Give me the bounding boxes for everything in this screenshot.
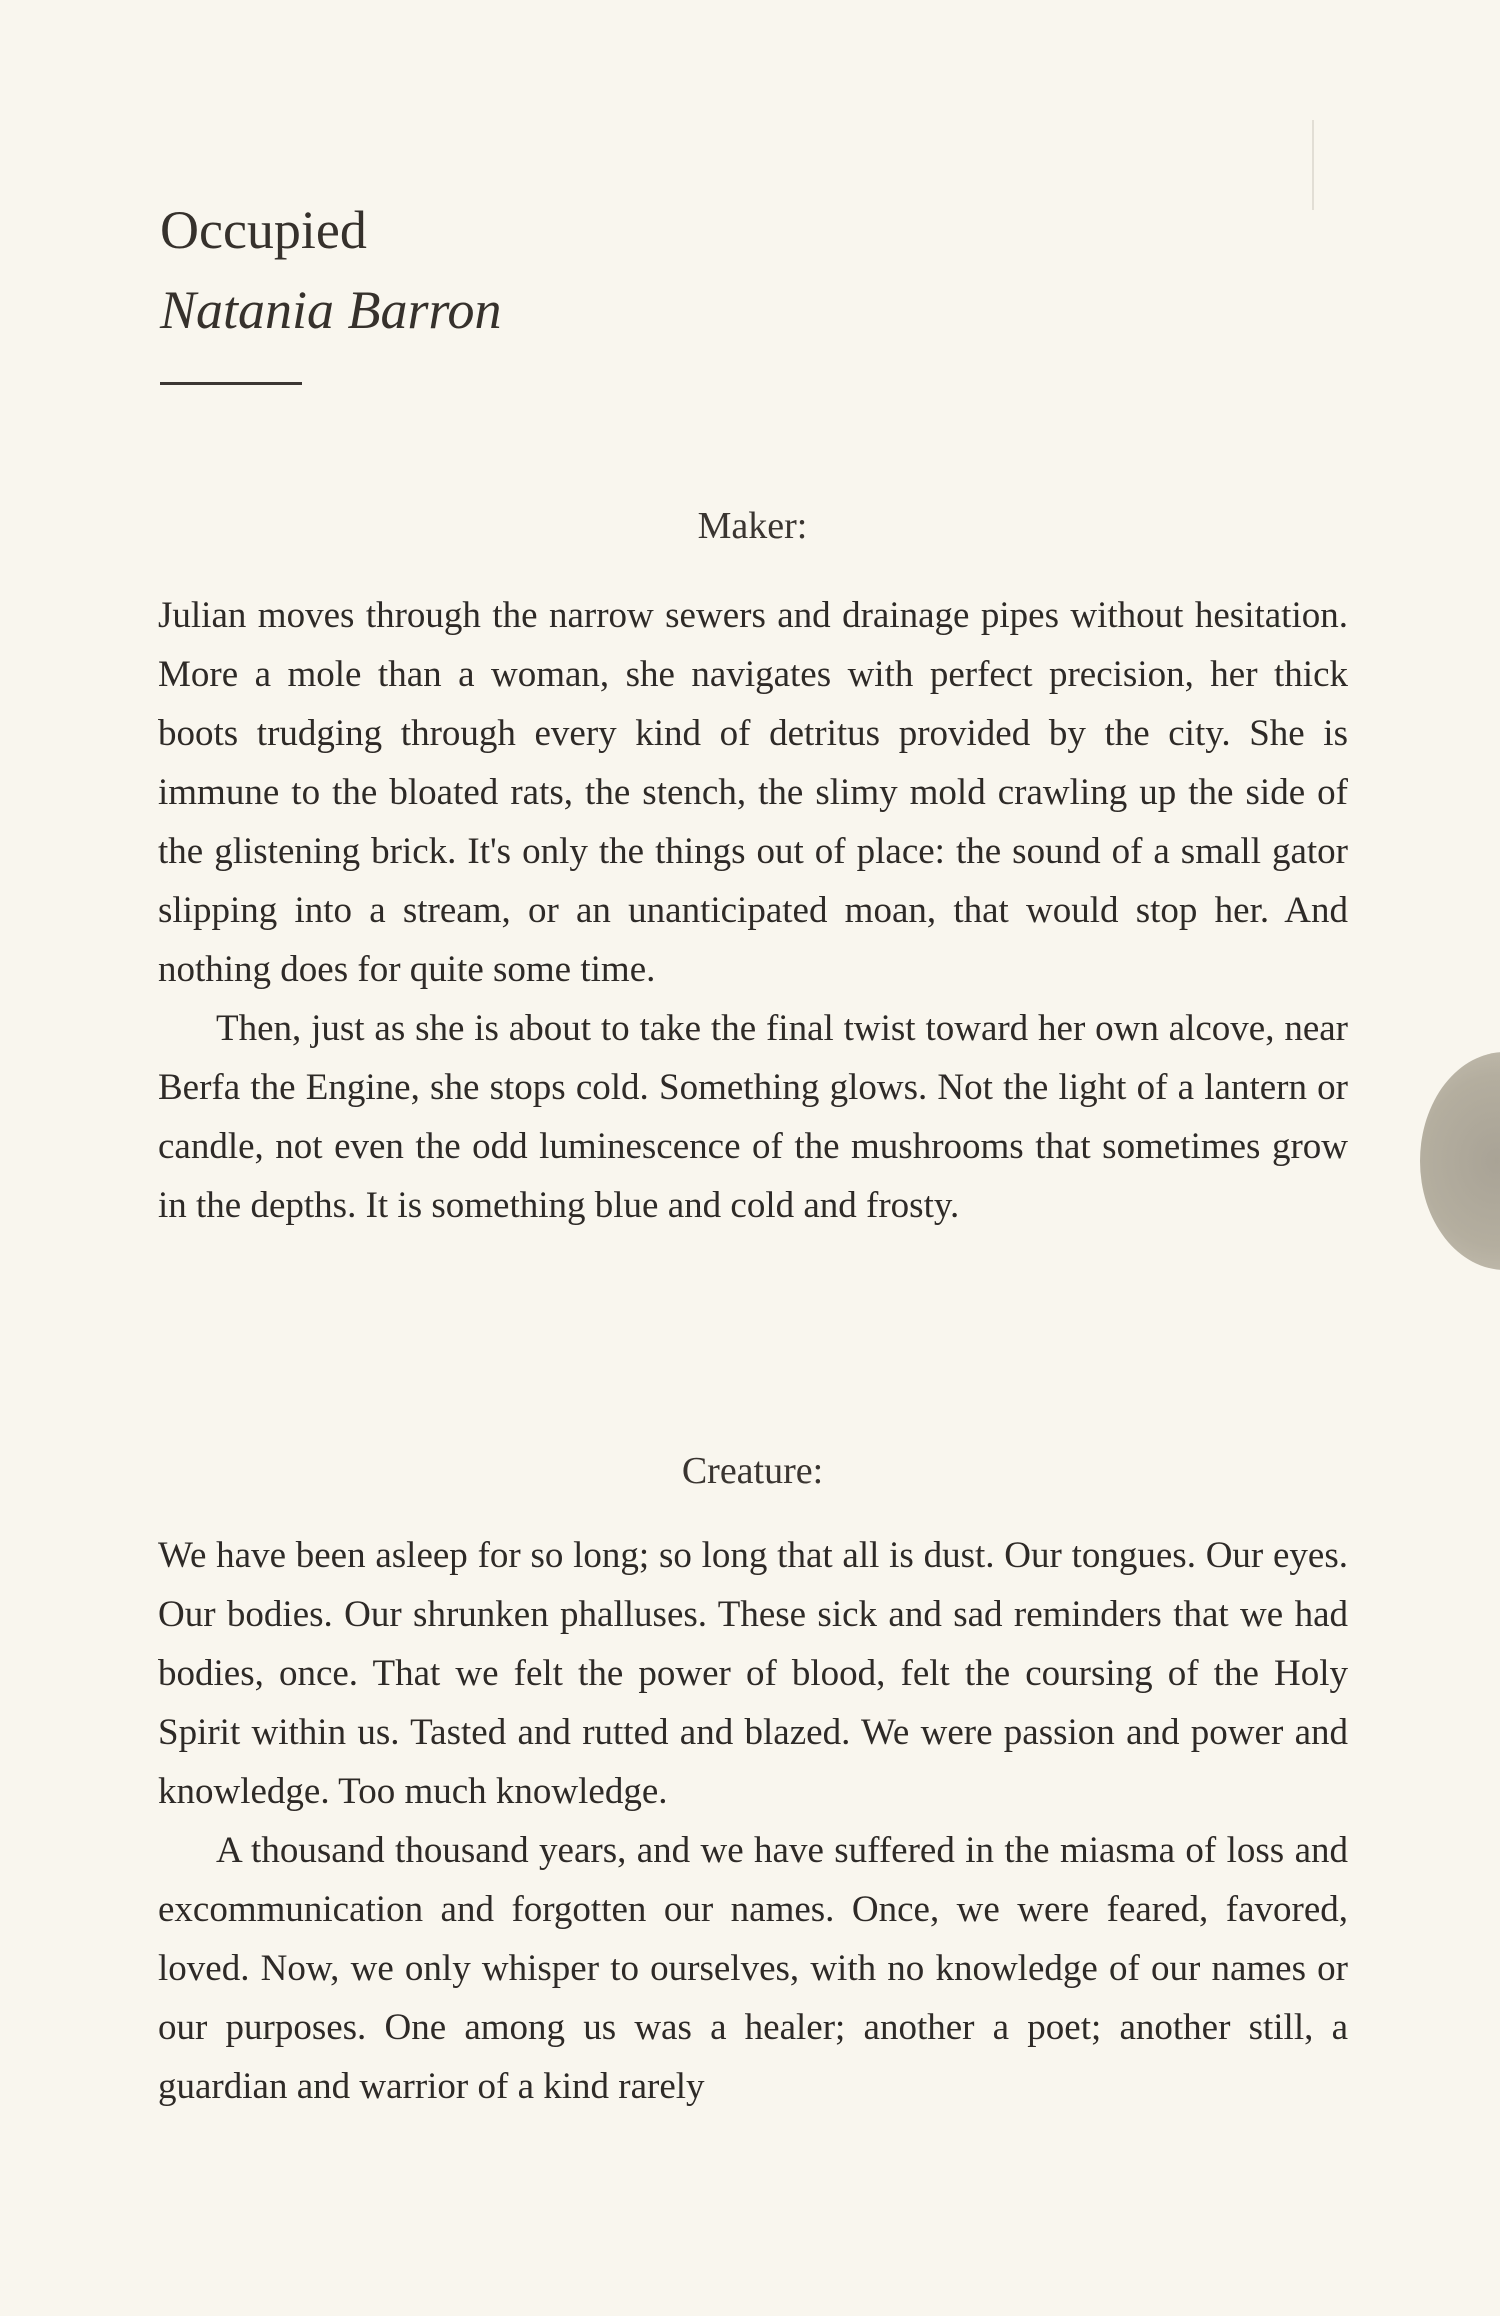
- section-maker: [158, 586, 1348, 1235]
- section-creature: [158, 1526, 1348, 2116]
- story-title: Occupied: [160, 200, 367, 260]
- paragraph: Then, just as she is about to take the final twist toward her own alcove, near Berfa the Engine, she stops cold. Something glows. Not the light of a lantern or candle, not even the odd luminescence of the mushrooms that sometimes grow in the depths. It is something blue and cold and frosty.: [158, 1008, 1348, 1226]
- paragraph: A thousand thousand years, and we have suffered in the miasma of loss and excommunication and forgotten our names. Once, we were feared, favored, loved. Now, we only whisper to ourselves, with no knowledge of our names or our purposes. One among us was a healer; another a poet; another still, a guardian and warrior of a kind rarely: [158, 1830, 1348, 2107]
- section-heading-creature: Creature:: [681, 1450, 824, 1492]
- page-edge-blot: [1420, 1052, 1500, 1270]
- section-heading-maker: Maker:: [697, 505, 808, 547]
- paragraph: We have been asleep for so long; so long that all is dust. Our tongues. Our eyes. Our bodies. Our shrunken phalluses. These sick and sad reminders that we had bodies, once. That we felt the power of blood, felt the coursing of the Holy Spirit within us. Tasted and rutted and blazed. We were passion and power and knowledge. Too much knowledge.: [158, 1535, 1348, 1812]
- scan-mark: [1312, 120, 1314, 210]
- paragraph: Julian moves through the narrow sewers and drainage pipes without hesitation. More a mole than a woman, she navigates with perfect precision, her thick boots trudging through every kind of detritus provided by the city. She is immune to the bloated rats, the stench, the slimy mold crawling up the side of the glistening brick. It's only the things out of place: the sound of a small gator slipping into a stream, or an unanticipated moan, that would stop her. And nothing does for quite some time.: [158, 595, 1348, 990]
- story-author: Natania Barron: [160, 280, 502, 340]
- title-rule: [160, 382, 302, 385]
